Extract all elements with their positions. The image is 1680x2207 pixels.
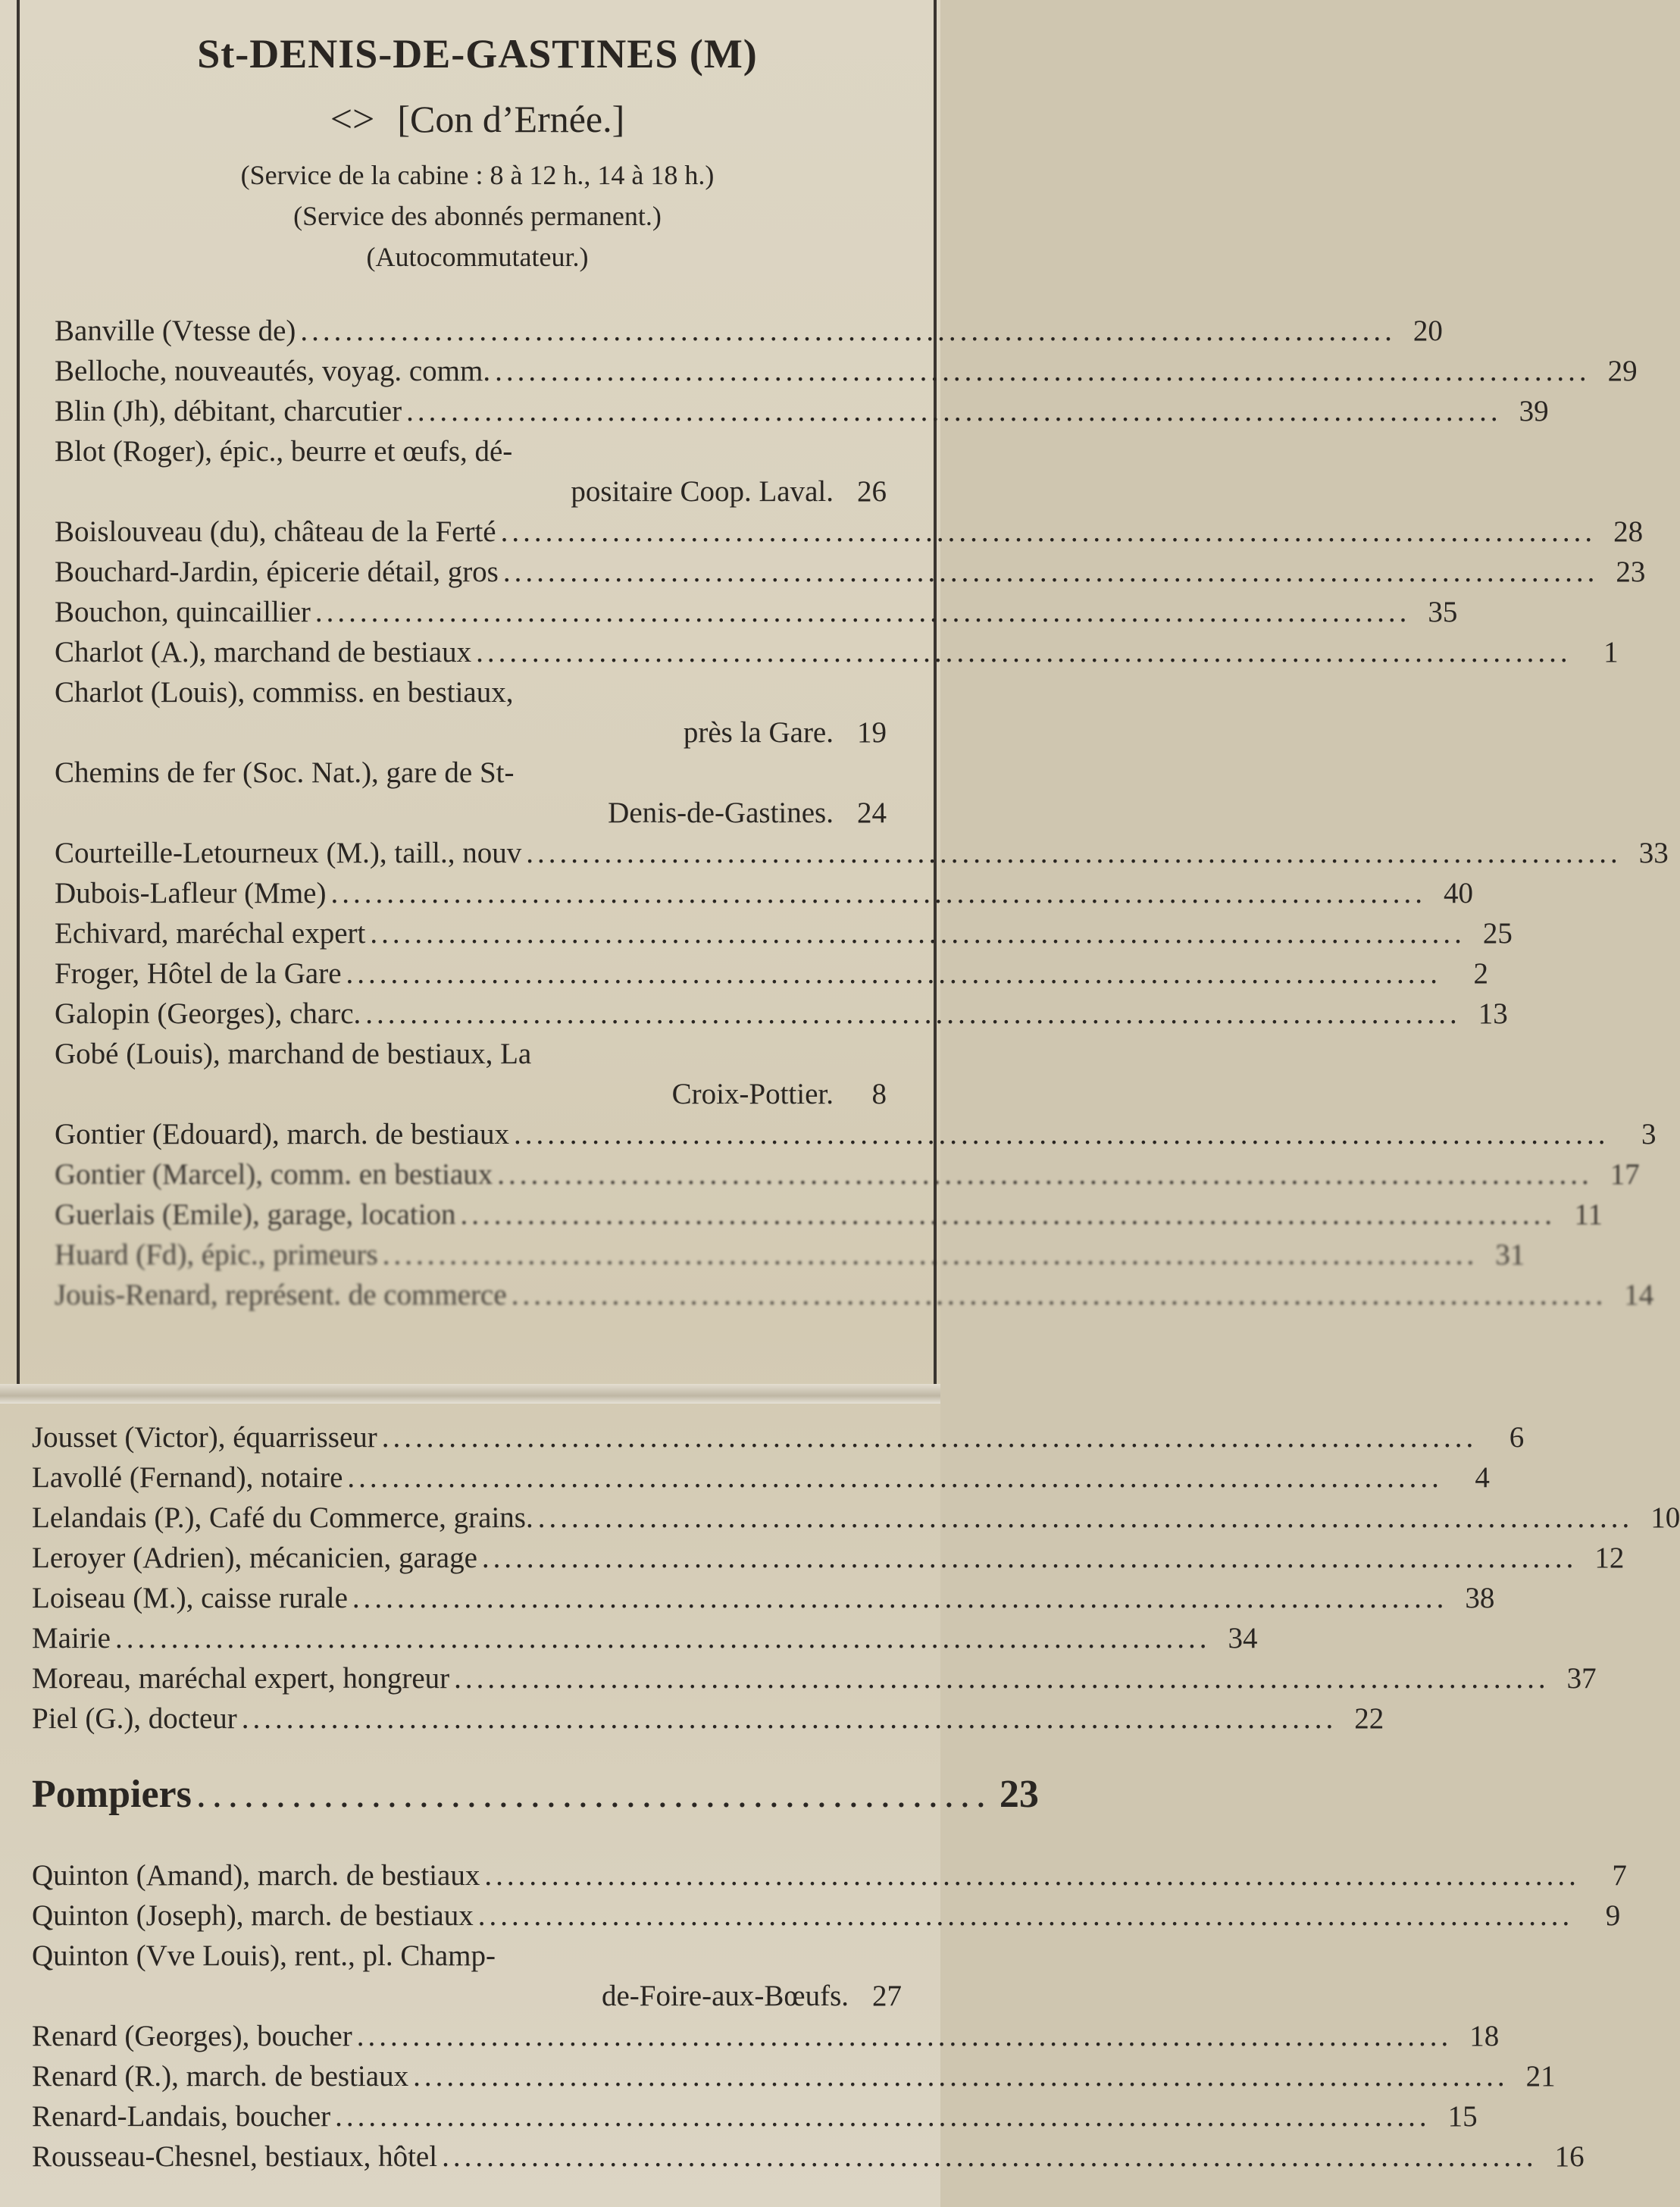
leader-dots: .................................................................................................. — [382, 1238, 1478, 1271]
directory-entry — [55, 953, 1489, 994]
entry-continuation-line — [55, 471, 887, 512]
leader-dots: .................................................................................................. — [330, 877, 1426, 909]
leader-dots: .................................................................................................. — [442, 2140, 1538, 2173]
entry-number: 18 — [1469, 2020, 1500, 2052]
entry-name: Guerlais (Emile), garage, location — [55, 1198, 456, 1231]
leader-dots: .................................................................................................. — [300, 315, 1396, 347]
entry-line — [55, 311, 1443, 351]
entry-line — [32, 2096, 1478, 2137]
entry-name: Bouchon, quincaillier — [55, 596, 311, 628]
entry-name: Gontier (Edouard), march. de bestiaux — [55, 1118, 509, 1150]
directory-entry — [32, 1936, 902, 2016]
entry-number: 35 — [1428, 596, 1458, 628]
entry-number: 22 — [1354, 1702, 1384, 1735]
entry-number: 8 — [871, 1078, 887, 1110]
entry-number: 33 — [1638, 837, 1669, 869]
entry-line — [55, 552, 1646, 592]
entry-name: Banville (Vtesse de) — [55, 315, 296, 347]
entry-number: 11 — [1574, 1198, 1603, 1231]
entry-number: 34 — [1228, 1622, 1258, 1654]
leader-dots: .................................................................................................. — [347, 1461, 1443, 1494]
entry-number: 37 — [1566, 1662, 1597, 1695]
service-cabine-note: (Service de la cabine : 8 à 12 h., 14 à 18 h.) — [240, 160, 715, 190]
entry-line — [55, 1114, 1657, 1154]
left-border-rule — [17, 0, 20, 1395]
leader-dots: .................................................................................................. — [406, 395, 1502, 427]
diamond-icon: <> — [330, 98, 375, 141]
canton-line — [30, 97, 924, 142]
entry-name: Blin (Jh), débitant, charcutier — [55, 395, 402, 427]
leader-dots: .................................................................................................. — [500, 515, 1597, 548]
leader-dots: .................................................................................................. — [335, 2100, 1431, 2133]
directory-entry — [32, 1698, 1384, 1739]
entry-name: Quinton (Vve Louis), rent., pl. Champ- — [32, 1939, 496, 1972]
leader-dots: .................................................................................................. — [114, 1622, 1211, 1654]
entry-number: 23 — [999, 1773, 1039, 1816]
entry-line — [55, 1235, 1525, 1275]
entry-line — [55, 873, 1473, 913]
entry-name: Galopin (Georges), charc. — [55, 997, 361, 1030]
entry-number: 21 — [1525, 2060, 1556, 2093]
entry-line — [32, 1498, 1680, 1538]
leader-dots: .................................................................................................. — [497, 1158, 1593, 1191]
directory-entry — [32, 1578, 1495, 1618]
entries-q-to-r — [32, 1855, 1627, 2177]
directory-entry — [55, 351, 1638, 391]
entry-number: 40 — [1443, 877, 1473, 909]
directory-entry — [55, 753, 887, 833]
directory-entry — [32, 1618, 1258, 1658]
entry-line — [55, 592, 1458, 632]
entry-number: 12 — [1594, 1542, 1625, 1574]
leader-dots: .................................................................................................. — [381, 1421, 1478, 1454]
leader-dots: .................................................................................................. — [513, 1118, 1610, 1150]
entry-name: Froger, Hôtel de la Gare — [55, 957, 342, 990]
directory-column-upper — [55, 311, 1669, 1315]
leader-dots: .................................................................................................. — [460, 1198, 1556, 1231]
leader-dots: .................................................................................................. — [495, 355, 1591, 387]
entry-number: 25 — [1482, 917, 1513, 950]
entry-number: 16 — [1554, 2140, 1585, 2173]
entry-name: Huard (Fd), épic., primeurs — [55, 1238, 378, 1271]
directory-entry — [55, 592, 1458, 632]
directory-entry — [55, 1114, 1657, 1154]
directory-entry — [32, 2016, 1500, 2056]
entry-name: Mairie — [32, 1622, 111, 1654]
entry-number: 7 — [1612, 1859, 1627, 1892]
entry-name: Echivard, maréchal expert — [55, 917, 366, 950]
directory-entry — [55, 311, 1443, 351]
canton-name: [Con d’Ernée.] — [397, 98, 625, 140]
leader-dots: .................................................................................................. — [370, 917, 1466, 950]
entry-line — [55, 391, 1549, 431]
service-abonnes-note: (Service des abonnés permanent.) — [293, 201, 662, 231]
entry-line — [55, 1154, 1640, 1194]
directory-entry — [32, 1538, 1625, 1578]
entry-number: 38 — [1465, 1582, 1495, 1614]
entry-number: 1 — [1603, 636, 1619, 668]
directory-entry — [32, 2096, 1478, 2137]
directory-entry — [32, 1896, 1621, 1936]
entry-number: 15 — [1447, 2100, 1478, 2133]
entry-line — [55, 994, 1508, 1034]
entry-line — [32, 1855, 1627, 1896]
entry-number: 27 — [872, 1980, 902, 2012]
entry-name: Leroyer (Adrien), mécanicien, garage — [32, 1542, 477, 1574]
entry-first-line — [55, 431, 887, 471]
directory-entry — [55, 391, 1549, 431]
entry-number: 29 — [1607, 355, 1638, 387]
directory-entry — [55, 1154, 1640, 1194]
directory-entry — [55, 1194, 1603, 1235]
entry-number: 9 — [1605, 1899, 1621, 1932]
entry-name: Courteille-Letourneux (M.), taill., nouv — [55, 837, 522, 869]
directory-entry — [55, 873, 1473, 913]
directory-entry — [55, 1235, 1525, 1275]
entry-line — [55, 632, 1619, 672]
entry-name: Chemins de fer (Soc. Nat.), gare de St- — [55, 756, 515, 789]
town-title: St-DENIS-DE-GASTINES (M) — [197, 31, 758, 77]
leader-dots: .................................................................................................. — [477, 1899, 1574, 1932]
directory-entry — [55, 672, 887, 753]
entry-line — [55, 1194, 1603, 1235]
entry-line — [55, 833, 1669, 873]
entry-name: Lavollé (Fernand), notaire — [32, 1461, 343, 1494]
entry-line — [32, 2016, 1500, 2056]
directory-entry — [55, 512, 1644, 552]
entry-name: Charlot (A.), marchand de bestiaux — [55, 636, 472, 668]
entry-continuation-line — [55, 1074, 887, 1114]
directory-entry — [55, 833, 1669, 873]
entry-number: 19 — [857, 716, 887, 749]
entry-name: Renard (Georges), boucher — [32, 2020, 352, 2052]
paper-seam — [0, 1384, 940, 1404]
leader-dots: .................................................................................................. — [526, 837, 1622, 869]
entries-j-to-p — [32, 1417, 1680, 1739]
entry-name: Jouis-Renard, représent. de commerce — [55, 1279, 507, 1311]
leader-dots: .................................................................................................. — [356, 2020, 1453, 2052]
entry-line — [32, 1896, 1621, 1936]
leader-dots: .................................................. — [196, 1773, 992, 1816]
entry-first-line — [55, 1034, 887, 1074]
entry-number: 20 — [1413, 315, 1443, 347]
entry-name: Loiseau (M.), caisse rurale — [32, 1582, 348, 1614]
entry-continuation: de-Foire-aux-Bœufs. — [602, 1980, 849, 2012]
leader-dots: .................................................................................................. — [314, 596, 1411, 628]
directory-entry — [32, 2056, 1556, 2096]
entry-name: Moreau, maréchal expert, hongreur — [32, 1662, 450, 1695]
leader-dots: .................................................................................................. — [502, 556, 1599, 588]
entry-line — [55, 953, 1489, 994]
directory-entry — [32, 2137, 1585, 2177]
entry-name: Belloche, nouveautés, voyag. comm. — [55, 355, 491, 387]
entry-line — [32, 1578, 1495, 1618]
entry-continuation: Croix-Pottier. — [671, 1078, 834, 1110]
entry-line — [32, 1457, 1490, 1498]
directory-entry — [55, 552, 1646, 592]
entry-name: Renard-Landais, boucher — [32, 2100, 331, 2133]
entry-number: 4 — [1475, 1461, 1490, 1494]
entry-number: 17 — [1610, 1158, 1640, 1191]
entry-continuation-line — [55, 712, 887, 753]
entry-continuation-line — [32, 1976, 902, 2016]
entry-first-line — [32, 1936, 902, 1976]
entry-name: Blot (Roger), épic., beurre et œufs, dé- — [55, 435, 513, 468]
entry-name: Gobé (Louis), marchand de bestiaux, La — [55, 1038, 532, 1070]
entry-name: Gontier (Marcel), comm. en bestiaux — [55, 1158, 493, 1191]
entry-line — [32, 1658, 1597, 1698]
entry-number: 31 — [1495, 1238, 1525, 1271]
entry-name: Rousseau-Chesnel, bestiaux, hôtel — [32, 2140, 438, 2173]
leader-dots: .................................................................................................. — [346, 957, 1442, 990]
entry-number: 10 — [1650, 1501, 1680, 1534]
directory-entry — [55, 913, 1513, 953]
entry-continuation: positaire Coop. Laval. — [571, 475, 834, 508]
entry-number: 6 — [1509, 1421, 1525, 1454]
leader-dots: .................................................................................................. — [241, 1702, 1337, 1735]
autocommutateur-note: (Autocommutateur.) — [366, 242, 589, 272]
entry-line — [32, 2137, 1585, 2177]
directory-entry — [55, 994, 1508, 1034]
leader-dots: .................................................................................................. — [365, 997, 1461, 1030]
directory-column-lower — [32, 1417, 1680, 2177]
entry-line — [55, 512, 1644, 552]
entry-line — [55, 351, 1638, 391]
leader-dots: .................................................................................................. — [481, 1542, 1578, 1574]
directory-entry — [55, 431, 887, 512]
leader-dots: .................................................................................................. — [413, 2060, 1509, 2093]
leader-dots: .................................................................................................. — [537, 1501, 1634, 1534]
entry-name: Dubois-Lafleur (Mme) — [55, 877, 327, 909]
directory-entry — [32, 1498, 1680, 1538]
directory-entry — [32, 1417, 1525, 1457]
leader-dots: .................................................................................................. — [476, 636, 1572, 668]
entry-name: Bouchard-Jardin, épicerie détail, gros — [55, 556, 499, 588]
entry-first-line — [55, 672, 887, 712]
entry-line — [32, 1698, 1384, 1739]
entry-line — [55, 913, 1513, 953]
leader-dots: .................................................................................................. — [352, 1582, 1448, 1614]
entry-first-line — [55, 753, 887, 793]
directory-entry — [55, 1034, 887, 1114]
entry-number: 14 — [1624, 1279, 1654, 1311]
entry-number: 39 — [1519, 395, 1549, 427]
leader-dots: .................................................................................................. — [454, 1662, 1550, 1695]
entry-line — [55, 1275, 1654, 1315]
entry-name: Boislouveau (du), château de la Ferté — [55, 515, 496, 548]
entry-number: 23 — [1616, 556, 1646, 588]
directory-entry — [55, 1275, 1654, 1315]
entry-continuation: Denis-de-Gastines. — [608, 797, 834, 829]
entry-name: Piel (G.), docteur — [32, 1702, 237, 1735]
entry-name: Lelandais (P.), Café du Commerce, grains. — [32, 1501, 533, 1534]
entry-name: Charlot (Louis), commiss. en bestiaux, — [55, 676, 514, 709]
entry-name: Quinton (Amand), march. de bestiaux — [32, 1859, 480, 1892]
entry-number: 24 — [857, 797, 887, 829]
entry-number: 28 — [1613, 515, 1644, 548]
directory-entry — [32, 1658, 1597, 1698]
entry-line — [32, 1417, 1525, 1457]
entry-number: 2 — [1473, 957, 1489, 990]
entry-continuation: près la Gare. — [683, 716, 834, 749]
directory-entry — [32, 1855, 1627, 1896]
directory-entry — [32, 1457, 1490, 1498]
leader-dots: .................................................................................................. — [511, 1279, 1607, 1311]
entry-number: 3 — [1641, 1118, 1657, 1150]
entry-line — [32, 1618, 1258, 1658]
entry-name: Renard (R.), march. de bestiaux — [32, 2060, 409, 2093]
entry-name: Jousset (Victor), équarrisseur — [32, 1421, 377, 1454]
entry-line — [32, 2056, 1556, 2096]
entry-continuation-line — [55, 793, 887, 833]
entry-line — [32, 1538, 1625, 1578]
entry-number: 13 — [1478, 997, 1508, 1030]
leader-dots: .................................................................................................. — [484, 1859, 1580, 1892]
entry-number: 26 — [857, 475, 887, 508]
pompiers-entry — [32, 1764, 1039, 1825]
entry-name: Quinton (Joseph), march. de bestiaux — [32, 1899, 474, 1932]
entry-name: Pompiers — [32, 1773, 192, 1816]
directory-entry — [55, 632, 1619, 672]
